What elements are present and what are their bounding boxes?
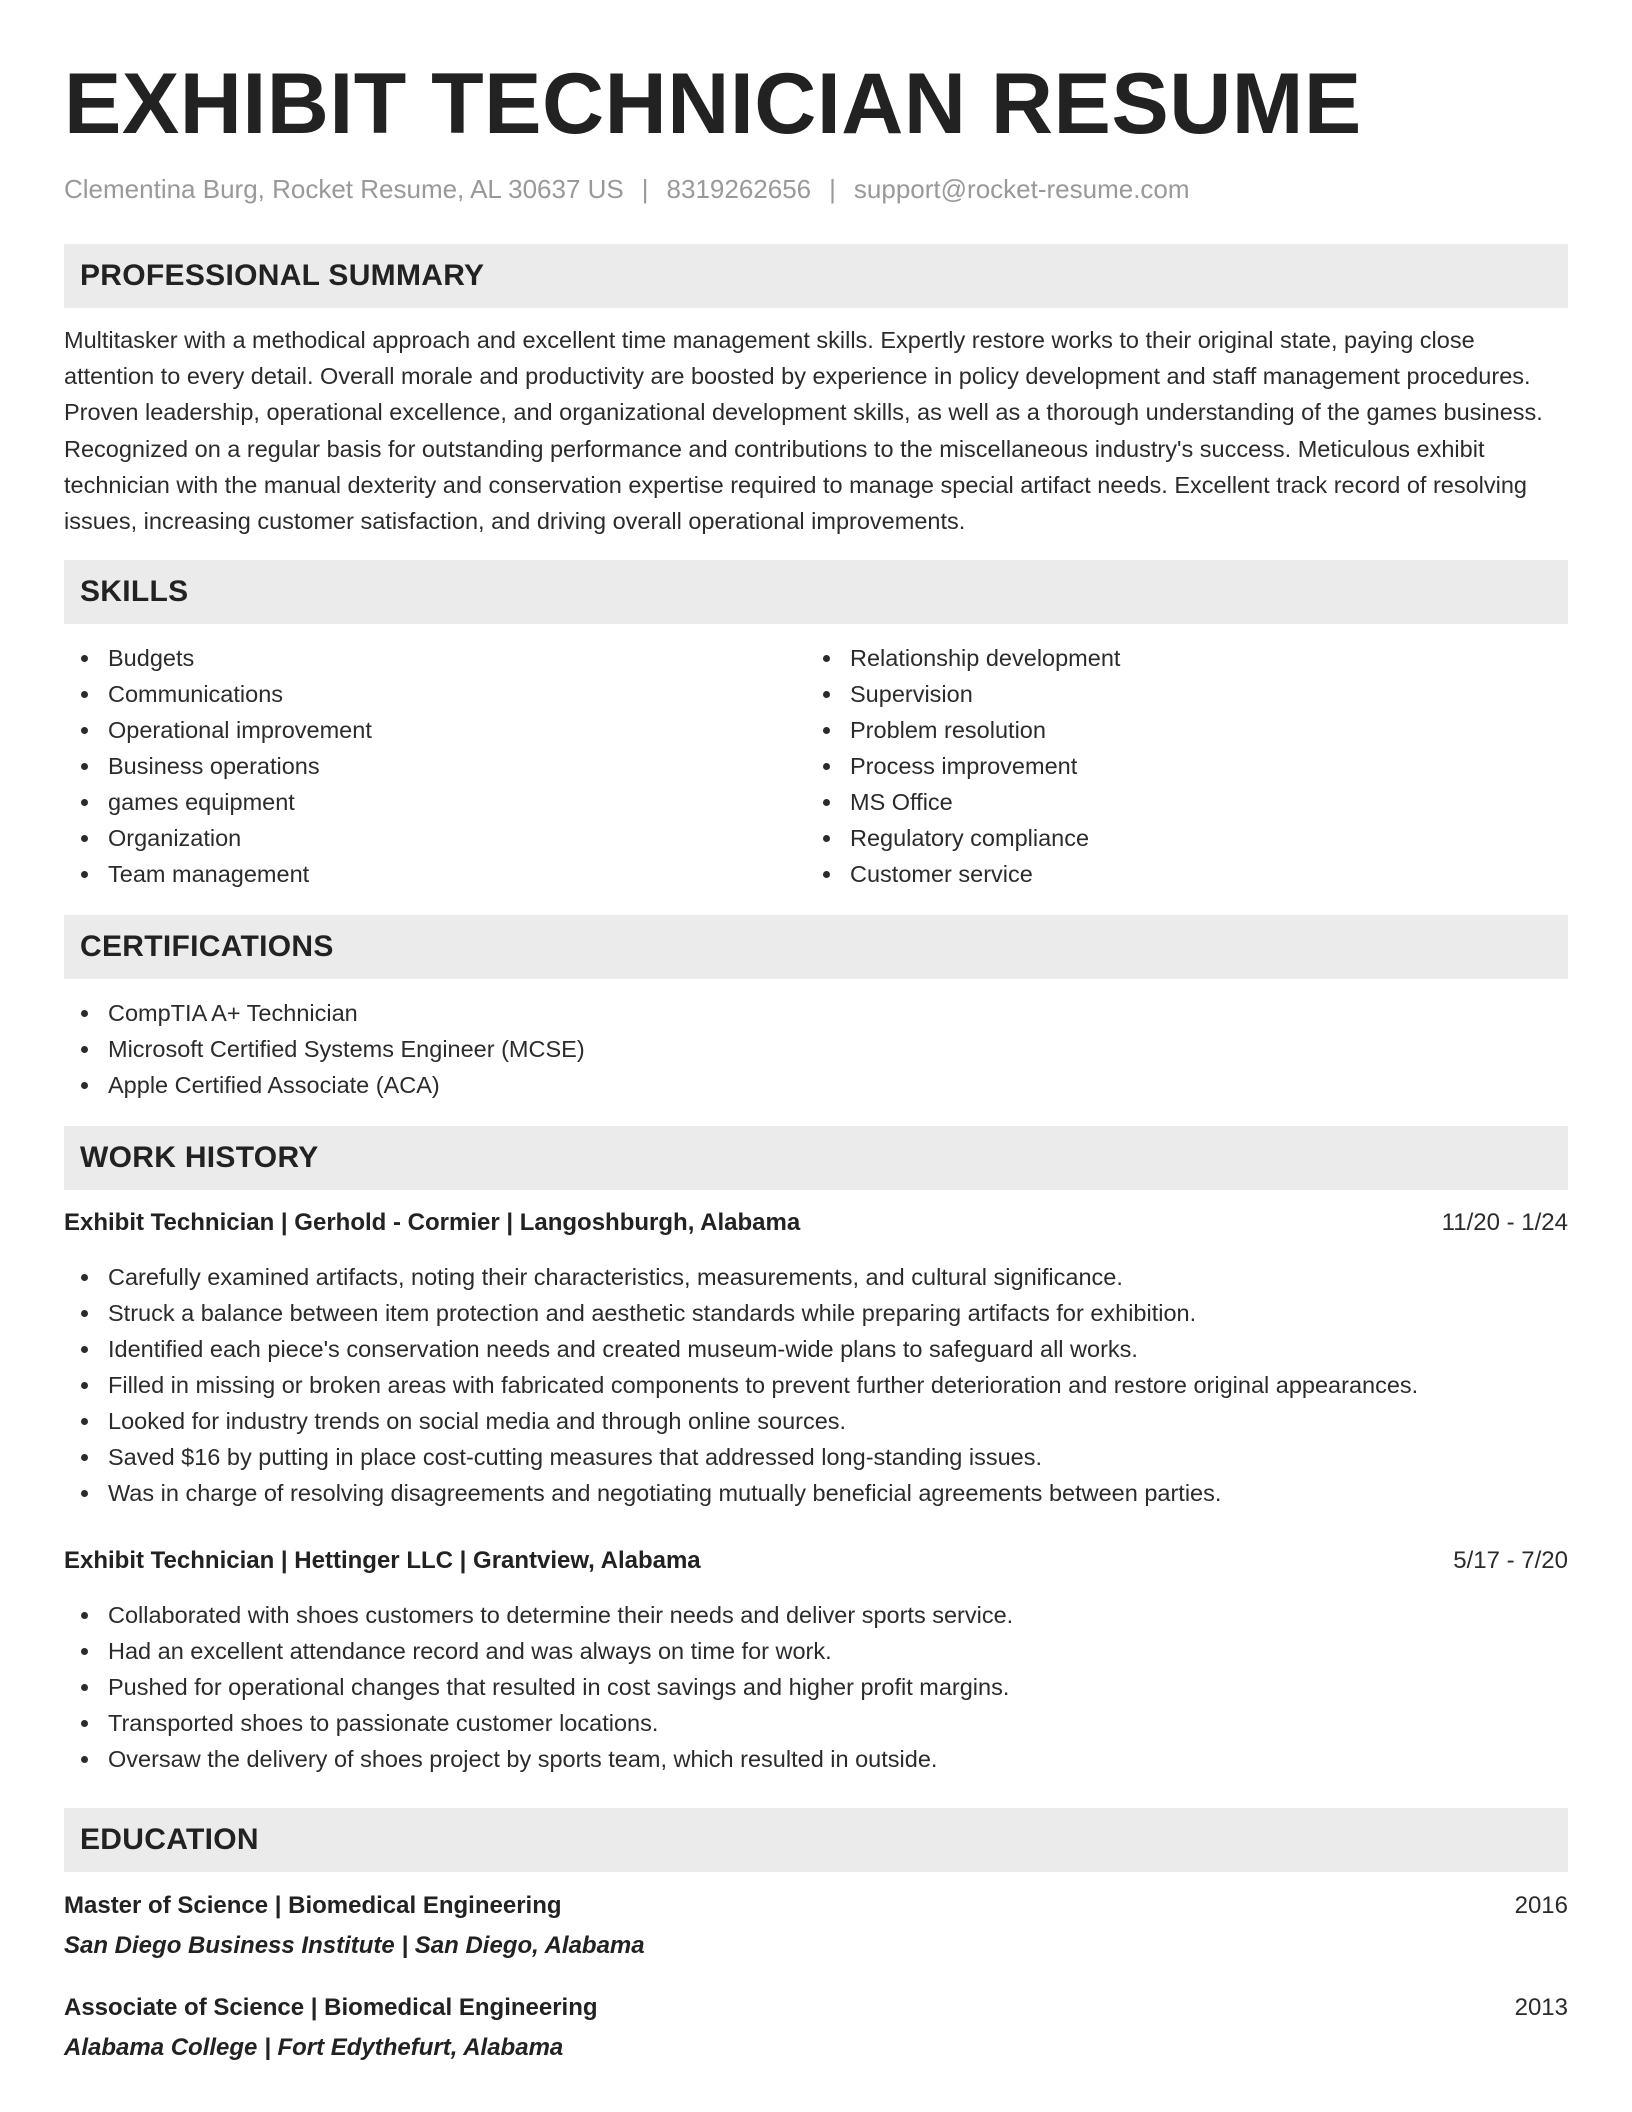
- certification-item: CompTIA A+ Technician: [64, 995, 1568, 1031]
- skill-item: MS Office: [806, 784, 1548, 820]
- job-dates: 11/20 - 1/24: [1441, 1209, 1568, 1237]
- skills-column-right: [806, 640, 1548, 892]
- skill-item: Organization: [64, 820, 806, 856]
- skill-item: Communications: [64, 676, 806, 712]
- education-section-header: [64, 1808, 1568, 1872]
- skill-item: Problem resolution: [806, 712, 1548, 748]
- education-degree: Associate of Science | Biomedical Engineering: [64, 1994, 598, 2022]
- job-duty-item: Collaborated with shoes customers to determine their needs and deliver sports service.: [64, 1597, 1568, 1633]
- job-duty-item: Filled in missing or broken areas with fabricated components to prevent further deterioration and restore original appearances.: [64, 1367, 1568, 1403]
- contact-separator: |: [829, 174, 836, 204]
- contact-email: support@rocket-resume.com: [853, 174, 1190, 204]
- skill-item: Team management: [64, 856, 806, 892]
- skills-column-left: [64, 640, 806, 892]
- contact-separator: |: [641, 174, 649, 204]
- job-duty-item: Saved $16 by putting in place cost-cutting measures that addressed long-standing issues.: [64, 1439, 1568, 1475]
- contact-line: [64, 173, 1568, 205]
- skill-item: Operational improvement: [64, 712, 806, 748]
- job-duties: [64, 1259, 1568, 1511]
- skill-item: Budgets: [64, 640, 806, 676]
- skill-item: Relationship development: [806, 640, 1548, 676]
- job-entry: [64, 1207, 1568, 1511]
- skill-item: Regulatory compliance: [806, 820, 1548, 856]
- resume-page: [64, 0, 1568, 2064]
- education-entry: [64, 1890, 1568, 1962]
- job-duty-item: Struck a balance between item protection and aesthetic standards while preparing artifacts for exhibition.: [64, 1295, 1568, 1331]
- education-heading: EDUCATION: [80, 1823, 259, 1857]
- job-header: [64, 1207, 1568, 1239]
- skill-item: Process improvement: [806, 748, 1548, 784]
- education-header: [64, 1992, 1568, 2024]
- skills-heading: SKILLS: [80, 575, 189, 609]
- work-history-heading: WORK HISTORY: [80, 1141, 319, 1175]
- summary-text: Multitasker with a methodical approach and excellent time management skills. Expertly restore works to their original state, paying close attention to every detail. Overall morale and productivity are boosted by experience in policy development and staff management procedures. Proven leadership, operational excellence, and organizational development skills, as well as a thorough understanding of the games business. Recognized on a regular basis for outstanding performance and contributions to the miscellaneous industry's success. Meticulous exhibit technician with the manual dexterity and conservation expertise required to manage special artifact needs. Excellent track record of resolving issues, increasing customer satisfaction, and driving overall operational improvements.: [64, 327, 1543, 535]
- job-duties: [64, 1597, 1568, 1777]
- certifications-heading: CERTIFICATIONS: [80, 930, 334, 964]
- summary-heading: PROFESSIONAL SUMMARY: [80, 259, 485, 292]
- skill-item: Business operations: [64, 748, 806, 784]
- education-entry: [64, 1992, 1568, 2064]
- education-year: 2013: [1514, 1994, 1568, 2022]
- certification-item: Microsoft Certified Systems Engineer (MCSE): [64, 1031, 1568, 1067]
- skill-item: Customer service: [806, 856, 1548, 892]
- education-header: [64, 1890, 1568, 1922]
- job-title: Exhibit Technician | Gerhold - Cormier | Langoshburgh, Alabama: [64, 1209, 801, 1237]
- job-duty-item: Carefully examined artifacts, noting their characteristics, measurements, and cultural significance.: [64, 1259, 1568, 1295]
- contact-location: Clementina Burg, Rocket Resume, AL 30637 US: [64, 174, 624, 204]
- certification-item: Apple Certified Associate (ACA): [64, 1067, 1568, 1103]
- education-school: Alabama College | Fort Edythefurt, Alabama: [64, 2034, 564, 2062]
- education-degree: Master of Science | Biomedical Engineering: [64, 1892, 562, 1920]
- job-duty-item: Was in charge of resolving disagreements and negotiating mutually beneficial agreements between parties.: [64, 1475, 1568, 1511]
- job-duty-item: Identified each piece's conservation needs and created museum-wide plans to safeguard all works.: [64, 1331, 1568, 1367]
- skills-section-header: [64, 560, 1568, 624]
- education-year: 2016: [1514, 1892, 1568, 1920]
- education-school: San Diego Business Institute | San Diego, Alabama: [64, 1932, 645, 1960]
- job-header: [64, 1545, 1568, 1577]
- skill-item: games equipment: [64, 784, 806, 820]
- job-entry: [64, 1545, 1568, 1777]
- job-title: Exhibit Technician | Hettinger LLC | Grantview, Alabama: [64, 1547, 701, 1575]
- job-duty-item: Had an excellent attendance record and was always on time for work.: [64, 1633, 1568, 1669]
- summary-section-header: [64, 244, 1568, 308]
- resume-title: EXHIBIT TECHNICIAN RESUME: [64, 56, 1362, 152]
- certifications-list: [64, 995, 1568, 1103]
- job-duty-item: Pushed for operational changes that resulted in cost savings and higher profit margins.: [64, 1669, 1568, 1705]
- skills-list: [64, 640, 1568, 892]
- certifications-section-header: [64, 915, 1568, 979]
- work-history-section-header: [64, 1126, 1568, 1190]
- job-duty-item: Transported shoes to passionate customer locations.: [64, 1705, 1568, 1741]
- job-dates: 5/17 - 7/20: [1453, 1547, 1568, 1575]
- job-duty-item: Oversaw the delivery of shoes project by sports team, which resulted in outside.: [64, 1741, 1568, 1777]
- job-duty-item: Looked for industry trends on social media and through online sources.: [64, 1403, 1568, 1439]
- skill-item: Supervision: [806, 676, 1548, 712]
- contact-phone: 8319262656: [666, 174, 812, 204]
